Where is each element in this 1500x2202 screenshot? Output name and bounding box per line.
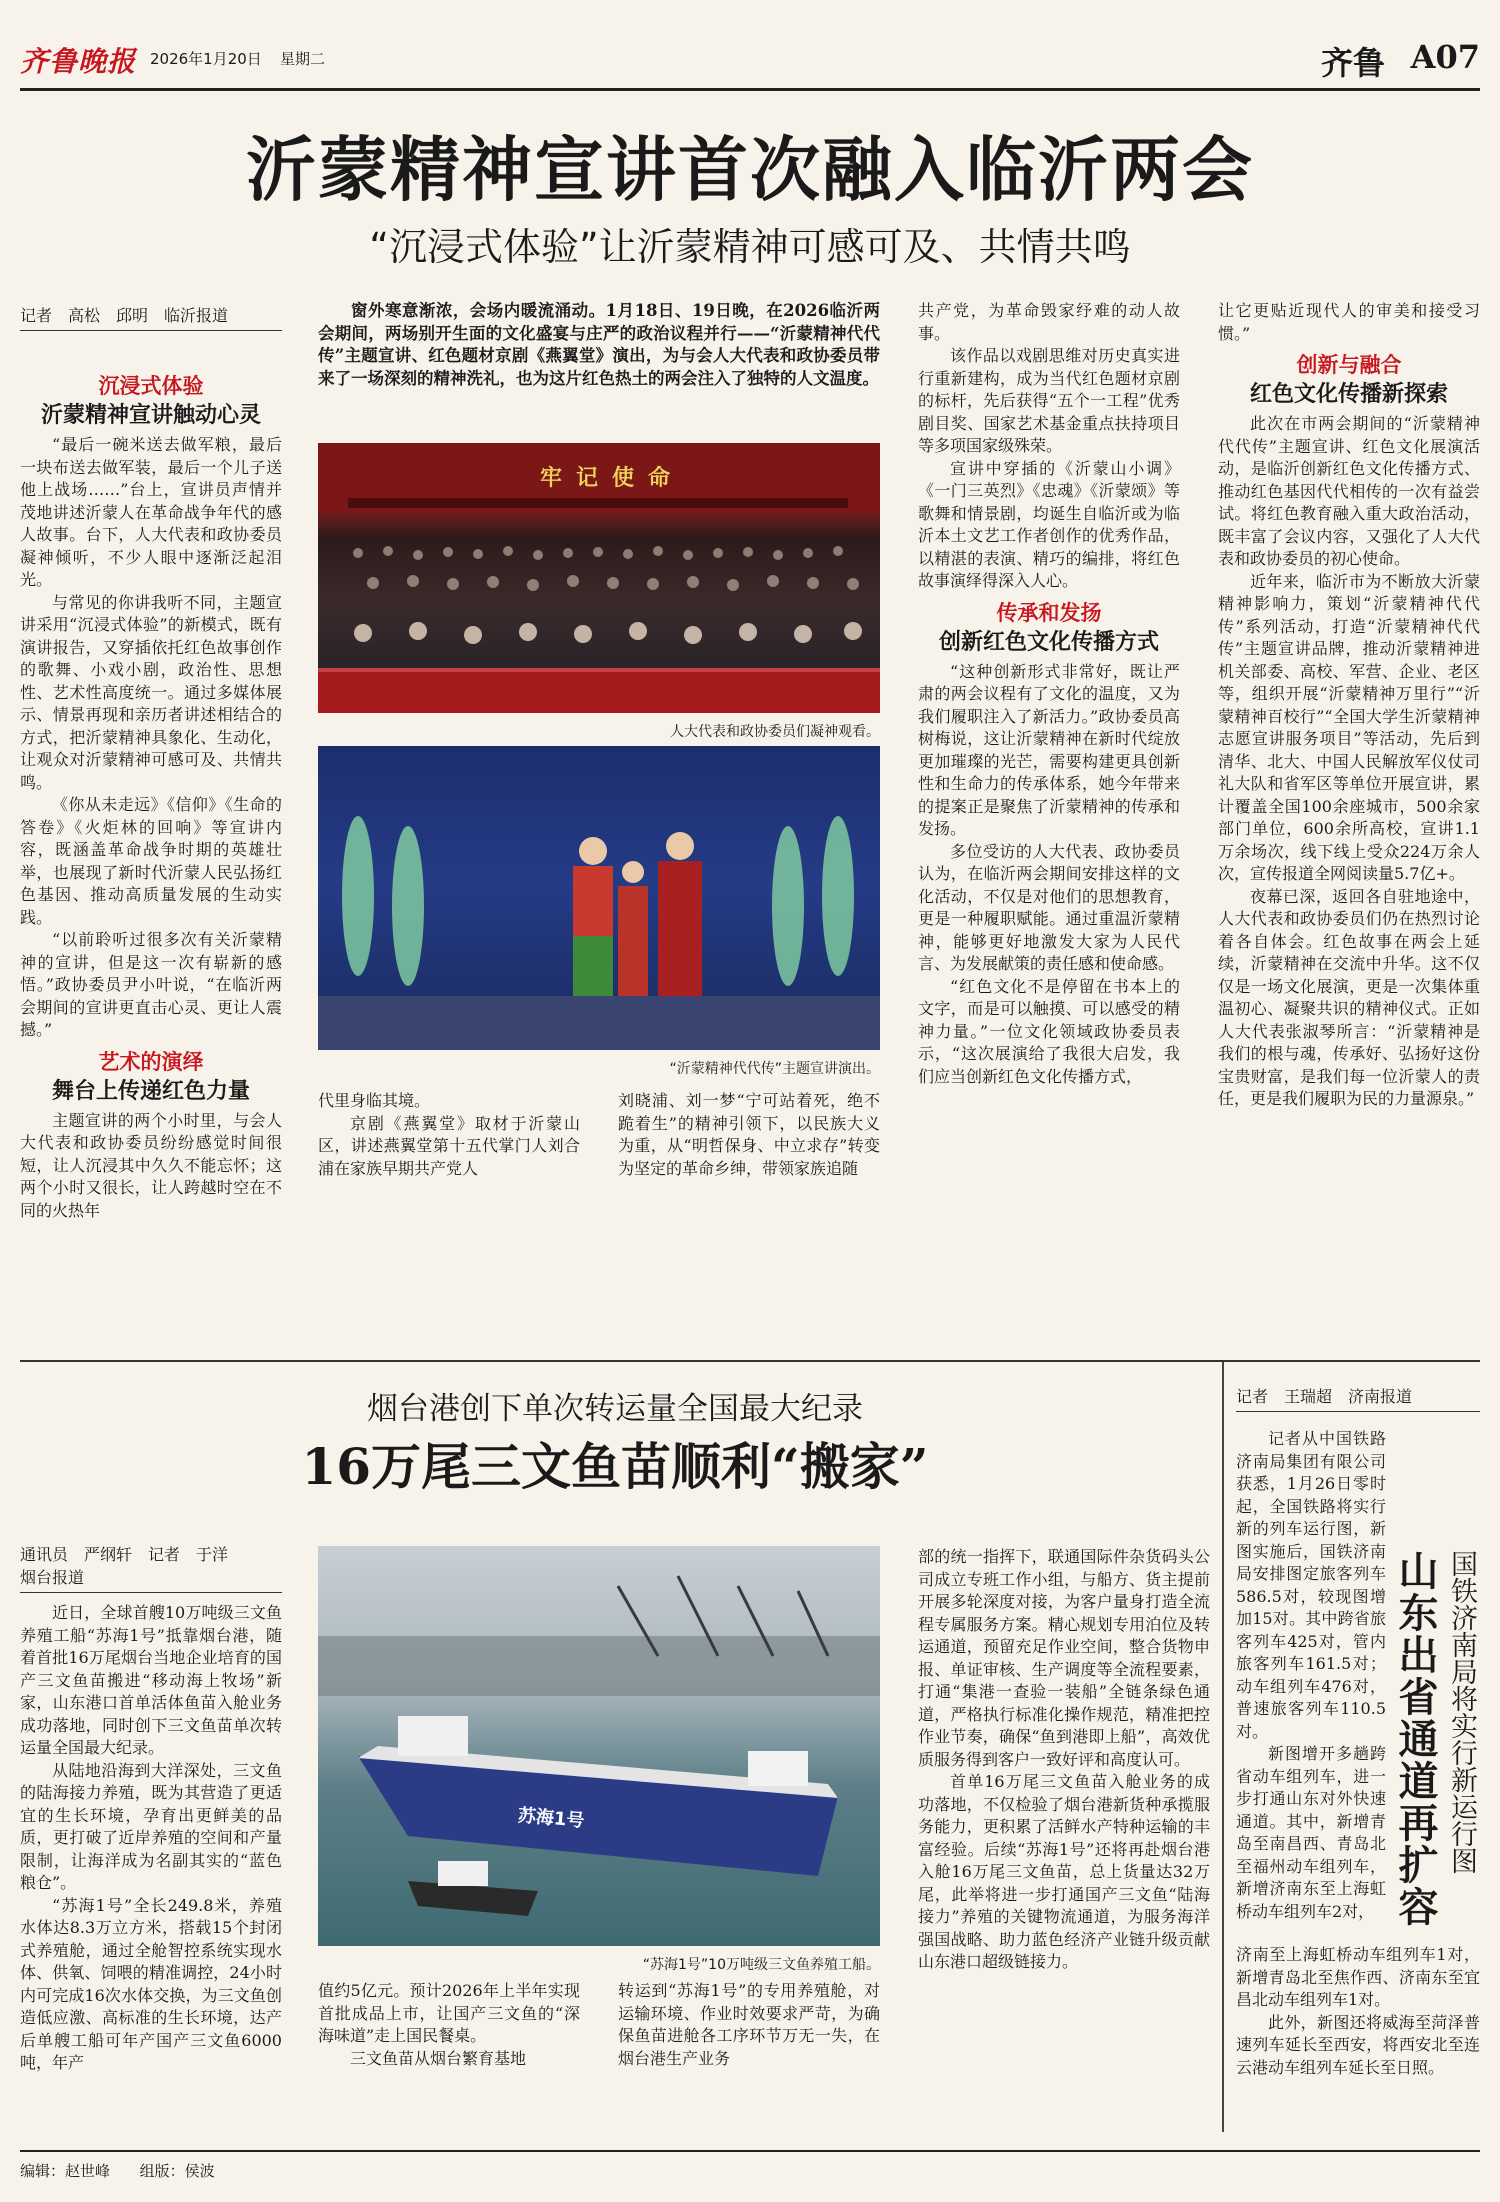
issue-weekday: 星期二: [280, 50, 326, 68]
story1-column4: [1218, 300, 1480, 1340]
paragraph: 三文鱼苗从烟台繁育基地: [350, 2048, 527, 2068]
story3-text-bottom: [1236, 1944, 1480, 2132]
photo2-caption: “沂蒙精神代代传”主题宣讲演出。: [669, 1061, 880, 1077]
paragraph: 从陆地沿海到大洋深处，三文鱼的陆海接力养殖，既为其营造了更适宜的生长环境，孕育出更鲜美的品质，更打破了近岸养殖的空间和产量限制，让海洋成为名副其实的“蓝色粮仓”。: [20, 1760, 282, 1892]
stage-photo: [318, 746, 880, 1050]
paragraph: 《你从未走远》《信仰》《生命的答卷》《火炬林的回响》等宣讲内容，既涵盖革命战争时期的英雄壮举，也展现了新时代沂蒙人民弘扬红色基因、推动高质量发展的生动实践。: [20, 795, 282, 927]
story2-column3: [918, 1546, 1210, 2132]
story1-column2-bottom: [318, 1090, 580, 1340]
paragraph: 让它更贴近现代人的审美和接受习惯。”: [1218, 301, 1480, 343]
ship-photo-caption: “苏海1号”10万吨级三文鱼养殖工船。: [642, 1957, 880, 1973]
section1-kicker: 沉浸式体验: [98, 374, 204, 398]
section3-title: 创新红色文化传播方式: [938, 628, 1159, 655]
ship-graphic: [318, 1546, 880, 1946]
story3-text-top: [1236, 1428, 1386, 1938]
paragraph: 新图增开多趟跨省动车组列车，进一步打通山东对外快速通道。其中，新增青岛至南昌西、青岛北至福州动车组列车，新增济南东至上海虹桥动车组列车2对，: [1236, 1744, 1386, 1921]
story2-column2b-bottom: [618, 1980, 880, 2130]
paragraph: 与常见的你讲我听不同，主题宣讲采用“沉浸式体验”的新模式，既有演讲报告，又穿插依托红色故事创作的歌舞、小戏小剧，政治性、思想性、艺术性高度统一。通过多媒体展示、情景再现和亲历者讲述相结合的方式，把沂蒙精神具象化、生动化，让观众对沂蒙精神可感可及、共情共鸣。: [20, 592, 282, 792]
paragraph: 该作品以戏剧思维对历史真实进行重新建构，成为当代红色题材京剧的标杆，先后获得“五个一工程”优秀剧目奖、国家艺术基金重点扶持项目等多项国家级殊荣。: [918, 346, 1180, 455]
paragraph: “最后一碗米送去做军粮，最后一块布送去做军装，最后一个儿子送他上战场……”台上，宣讲员声情并茂地讲述沂蒙人在革命战争年代的感人故事。台下，人大代表和政协委员凝神倾听，不少人眼中逐渐泛起泪光。: [20, 435, 282, 589]
paragraph: 济南至上海虹桥动车组列车1对，新增青岛北至焦作西、济南东至宜昌北动车组列车1对。: [1236, 1945, 1480, 2009]
story1-column2b-bottom: [618, 1090, 880, 1340]
section-name: 齐鲁: [1320, 44, 1385, 82]
footer-editor: 编辑：赵世峰: [20, 2162, 111, 2180]
story2-column2-bottom: [318, 1980, 580, 2130]
paragraph: “这种创新形式非常好，既让严肃的两会议程有了文化的温度，又为我们履职注入了新活力。”政协委员高树梅说，这让沂蒙精神在新时代绽放更加璀璨的光芒，需要构建更具创新性和生命力的传承体系，她今年带来的提案正是聚焦了沂蒙精神的传承和发扬。: [918, 661, 1180, 838]
photo1-banner: 牢记使命: [540, 465, 685, 491]
paragraph: 代里身临其境。: [318, 1091, 431, 1110]
story2-byline-line2: 烟台报道: [20, 1568, 85, 1587]
page-number: A07: [1410, 38, 1480, 76]
paragraph: 近年来，临沂市为不断放大沂蒙精神影响力，策划“沂蒙精神代代传”系列活动，打造“沂蒙精神代代传”主题宣讲品牌，推动沂蒙精神进机关部委、高校、军营、企业、老区等，组织开展“沂蒙精神万里行”“沂蒙精神百校行”“全国大学生沂蒙精神志愿宣讲服务项目”等活动，先后到清华、北大、中国人民解放军仪仗司礼大队和省军区等单位开展宣讲，累计覆盖全国100余座城市，500余家部门单位，600余所高校，宣讲1.1万余场次，线下线上受众224万余人次，宣传报道全网阅读量5.7亿+。: [1218, 571, 1480, 883]
section2-heading: [20, 1048, 282, 1106]
paragraph: 多位受访的人大代表、政协委员认为，在临沂两会期间安排这样的文化活动，不仅是对他们的思想教育，更是一种履职赋能。通过重温沂蒙精神，能够更好地激发大家为人民代言、为发展献策的责任感和使命感。: [918, 841, 1180, 973]
section2-title: 舞台上传递红色力量: [51, 1077, 250, 1104]
story3-byline: 记者 王瑞超 济南报道: [1236, 1384, 1480, 1412]
story1-subheadline: “沉浸式体验”让沂蒙精神可感可及、共情共鸣: [369, 225, 1131, 269]
paragraph: 部的统一指挥下，联通国际件杂货码头公司成立专班工作小组，与船方、货主提前开展多轮深度对接，为客户量身打造全流程专属服务方案。精心规划专用泊位及转运通道，预留充足作业空间，整合货物申报、单证审核、生产调度等全流程要素，打通“集港一查验一装船”全链条绿色通道，严格执行标准化操作规范，精准把控作业节奏，确保“鱼到港即上船”，高效优质服务得到客户一致好评和高度认可。: [918, 1547, 1210, 1769]
paragraph: 首单16万尾三文鱼苗入舱业务的成功落地，不仅检验了烟台港新货种承揽服务能力，更积累了活鲜水产特种运输的丰富经验。后续“苏海1号”还将再赴烟台港入舱16万尾三文鱼苗，总上货量达32万尾，此举将进一步打通国产三文鱼“陆海接力”养殖的关键物流通道，为服务海洋强国战略、助力蓝色经济产业链升级贡献山东港口超级链接力。: [918, 1772, 1210, 1971]
section2-kicker: 艺术的演绎: [98, 1049, 204, 1074]
paper-name: 齐鲁晚报: [20, 45, 137, 78]
story-separator: [20, 1360, 1480, 1362]
section3-heading: [918, 599, 1180, 657]
masthead-rule: [20, 88, 1480, 91]
paragraph: 值约5亿元。预计2026年上半年实现首批成品上市，让国产三文鱼的“深海味道”走上国民餐桌。: [318, 1981, 580, 2045]
story2-column1: [20, 1602, 282, 2132]
issue-date: 2026年1月20日: [150, 50, 262, 68]
story3-kicker: 国铁济南局将实行新运行图: [1446, 1550, 1477, 1874]
story2-byline-line1: 通讯员 严纲轩 记者 于洋: [20, 1545, 229, 1564]
section1-title: 沂蒙精神宣讲触动心灵: [40, 402, 261, 428]
footer-rule: [20, 2150, 1480, 2152]
paragraph: “以前聆听过很多次有关沂蒙精神的宣讲，但是这一次有崭新的感悟。”政协委员尹小叶说，“在临沂两会期间的宣讲更直击心灵、更让人震撼。”: [20, 930, 282, 1039]
story3-headline: 山东出省通道再扩容: [1392, 1550, 1439, 1928]
paragraph: 此外，新图还将威海至菏泽普速列车延长至西安，将西安北至连云港动车组列车延长至日照。: [1236, 2012, 1480, 2077]
story1-lead: [318, 300, 880, 425]
paragraph: “红色文化不是停留在书本上的文字，而是可以触摸、可以感受的精神力量。”一位文化领域政协委员表示，“这次展演给了我很大启发，我们应当创新红色文化传播方式，: [918, 976, 1180, 1086]
stage-graphic: [318, 746, 880, 1050]
paragraph: 转运到“苏海1号”的专用养殖舱，对运输环境、作业时效要求严苛，为确保鱼苗进舱各工序环节万无一失，在烟台港生产业务: [618, 1981, 880, 2068]
section1-heading: [20, 372, 282, 430]
section3-kicker: 传承和发扬: [996, 600, 1102, 625]
paragraph: 京剧《燕翼堂》取材于沂蒙山区，讲述燕翼堂第十五代掌门人刘合浦在家族早期共产党人: [318, 1113, 580, 1178]
ship-name-label: 苏海1号: [517, 1805, 586, 1832]
section4-heading: [1218, 351, 1480, 409]
paragraph: 近日，全球首艘10万吨级三文鱼养殖工船“苏海1号”抵靠烟台港，随着首批16万尾烟台当地企业培育的国产三文鱼苗搬进“移动海上牧场”新家，山东港口首单活体鱼苗入舱业务成功落地，同时创下三文鱼苗单次转运量全国最大纪录。: [20, 1603, 282, 1757]
masthead: [20, 38, 1480, 84]
story2-kicker: 烟台港创下单次转运量全国最大纪录: [367, 1391, 863, 1427]
footer-designer: 组版：侯波: [139, 2162, 215, 2180]
story2-byline: [20, 1542, 282, 1593]
paragraph: 夜幕已深，返回各自驻地途中，人大代表和政协委员们仍在热烈讨论着各自体会。红色故事在两会上延续，沂蒙精神在交流中升华。这不仅仅是一场文化展演，更是一次集体重温初心、凝聚共识的精神仪式。正如人大代表张淑琴所言：“沂蒙精神是我们的根与魂，传承好、弘扬好这份宝贵财富，是我们每一位沂蒙人的责任，更是我们履职为民的力量源泉。”: [1218, 886, 1480, 1108]
story2-headline: 16万尾三文鱼苗顺利“搬家”: [301, 1437, 929, 1496]
lead-paragraph: 窗外寒意渐浓，会场内暖流涌动。1月18日、19日晚，在2026临沂两会期间，两场别开生面的文化盛宴与庄严的政治议程并行——“沂蒙精神代代传”主题宣讲、红色题材京剧《燕翼堂》演出，为与会人大代表和政协委员带来了一场深刻的精神洗礼，也为这片红色热土的两会注入了独特的人文温度。: [318, 301, 880, 388]
paragraph: 共产党，为革命毁家纾难的动人故事。: [918, 301, 1180, 343]
photo1-caption: 人大代表和政协委员们凝神观看。: [670, 724, 880, 740]
section4-title: 红色文化传播新探索: [1249, 381, 1448, 407]
story1-byline: 记者 高松 邱明 临沂报道: [20, 303, 282, 331]
story1-headline: 沂蒙精神宣讲首次融入临沂两会: [246, 128, 1254, 211]
paragraph: 刘晓浦、刘一梦“宁可站着死，绝不跪着生”的精神引领下，以民族大义为重，从“明哲保身、中立求存”转变为坚定的革命乡绅，带领家族追随: [618, 1091, 880, 1178]
story1-column3: [918, 300, 1180, 1340]
story3-vertical-rule: [1222, 1362, 1224, 2132]
section4-kicker: 创新与融合: [1296, 353, 1402, 377]
paragraph: 此次在市两会期间的“沂蒙精神代代传”主题宣讲、红色文化展演活动，是临沂创新红色文化传播方式、推动红色基因代代相传的一次有益尝试。将红色教育融入重大政治活动，既丰富了会议内容，又强化了人大代表和政协委员的初心使命。: [1218, 414, 1480, 568]
ship-photo: [318, 1546, 880, 1946]
paragraph: 记者从中国铁路济南局集团有限公司获悉，1月26日零时起，全国铁路将实行新的列车运行图，新图实施后，国铁济南局安排图定旅客列车586.5对，较现图增加15对。其中跨省旅客列车425对，管内旅客列车161.5对；动车组列车476对，普速旅客列车110.5对。: [1236, 1429, 1386, 1741]
paragraph: 主题宣讲的两个小时里，与会人大代表和政协委员纷纷感觉时间很短，让人沉浸其中久久不能忘怀；这两个小时又很长，让人跨越时空在不同的火热年: [20, 1110, 282, 1220]
audience-photo: [318, 443, 880, 713]
footer: [20, 2160, 620, 2181]
paragraph: 宣讲中穿插的《沂蒙山小调》《一门三英烈》《忠魂》《沂蒙颂》等歌舞和情景剧，均诞生自临沂或为临沂本土文艺工作者创作的优秀作品，以精湛的表演、精巧的编排，将红色故事演绎得深入人心。: [918, 458, 1180, 590]
story1-column1: [20, 366, 282, 1336]
paragraph: “苏海1号”全长249.8米，养殖水体达8.3万立方米，搭载15个封闭式养殖舱，通过全舱智控系统实现水体、供氧、饲喂的精准调控，24小时内可完成16次水体交换，为三文鱼创造低应激、高标准的生长环境，达产后单艘工船可年产国产三文鱼6000吨，年产: [20, 1895, 282, 2072]
